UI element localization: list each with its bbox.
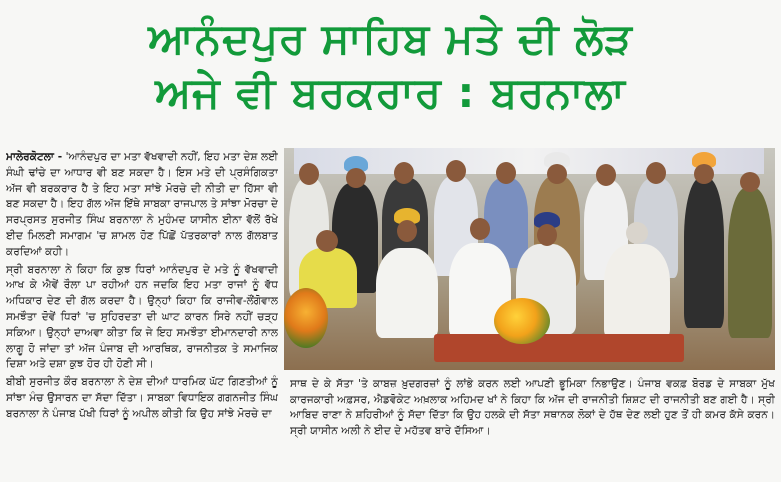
photo-seated-person (604, 244, 670, 339)
photo-person-head (646, 162, 666, 184)
headline-line-1: ਆਨੰਦਪੁਰ ਸਾਹਿਬ ਮਤੇ ਦੀ ਲੋੜ (148, 14, 633, 63)
photo-person-head (446, 160, 466, 182)
photo-person-head (470, 218, 490, 240)
photo-person (728, 188, 772, 338)
article-text: 'ਆਨੰਦਪੁਰ ਦਾ ਮਤਾ ਵੱਖਵਾਦੀ ਨਹੀਂ, ਇਹ ਮਤਾ ਦੇਸ਼ ਲਈ ਸੰਘੀ ਢਾਂਚੇ ਦਾ ਆਧਾਰ ਵੀ ਬਣ ਸਕਦਾ ਹੈ। ਇਸ ਮਤੇ ਦੀ ਪ੍ਰਸੰਗਿਕਤਾ ਅੱਜ ਵੀ ਬਰਕਰਾਰ ਹੈ ਤੇ ਇਹ ਮਤਾ ਸਾਂਝੇ ਮੋਰਚੇ ਦੀ ਨੀਤੀ ਦਾ ਹਿੱਸਾ ਵੀ ਬਣ ਸਕਦਾ ਹੈ। ਇਹ ਗੱਲ ਅੱਜ ਇੱਥੇ ਸਾਬਕਾ ਰਾਜਪਾਲ ਤੇ ਸਾਂਝਾ ਮੋਰਚਾ ਦੇ ਸਰਪ੍ਰਸਤ ਸੁਰਜੀਤ ਸਿੰਘ ਬਰਨਾਲਾ ਨੇ ਮੁਹੰਮਦ ਯਾਸੀਨ ਈਨਾ ਵੱਲੋਂ ਰੱਖੇ ਈਦ ਮਿਲਣੀ ਸਮਾਗਮ 'ਚ ਸ਼ਾਮਲ ਹੋਣ ਪਿੱਛੋਂ ਪੱਤਰਕਾਰਾਂ ਨਾਲ ਗੱਲਬਾਤ ਕਰਦਿਆਂ ਕਹੀ। (6, 151, 278, 258)
photo-person-head (537, 224, 557, 246)
article-paragraph: ਸ੍ਰੀ ਬਰਨਾਲਾ ਨੇ ਕਿਹਾ ਕਿ ਕੁਝ ਧਿਰਾਂ ਆਨੰਦਪੁਰ ਦੇ ਮਤੇ ਨੂੰ ਵੱਖਵਾਦੀ ਆਖ ਕੇ ਐਵੇਂ ਰੌਲਾ ਪਾ ਰਹੀਆਂ ਹਨ ਜਦਕਿ ਇਹ ਮਤਾ ਰਾਜਾਂ ਨੂੰ ਵੱਧ ਅਧਿਕਾਰ ਦੇਣ ਦੀ ਗੱਲ ਕਰਦਾ ਹੈ। ਉਨ੍ਹਾਂ ਕਿਹਾ ਕਿ ਰਾਜੀਵ-ਲੌਂਗੋਵਾਲ ਸਮਝੌਤਾ ਦੋਵੇਂ ਧਿਰਾਂ 'ਚ ਸੁਹਿਰਦਤਾ ਦੀ ਘਾਟ ਕਾਰਨ ਸਿਰੇ ਨਹੀਂ ਚੜ੍ਹ ਸਕਿਆ। ਉਨ੍ਹਾਂ ਦਾਅਵਾ ਕੀਤਾ ਕਿ ਜੇ ਇਹ ਸਮਝੌਤਾ ਈਮਾਨਦਾਰੀ ਨਾਲ ਲਾਗੂ ਹੋ ਜਾਂਦਾ ਤਾਂ ਅੱਜ ਪੰਜਾਬ ਦੀ ਆਰਥਿਕ, ਰਾਜਨੀਤਕ ਤੇ ਸਮਾਜਿਕ ਦਿਸ਼ਾ ਅਤੇ ਦਸ਼ਾ ਕੁਝ ਹੋਰ ਹੀ ਹੋਣੀ ਸੀ। (6, 263, 278, 371)
photo-table (434, 334, 684, 362)
photo-person-head (394, 162, 414, 184)
photo-person-head (694, 164, 714, 184)
dateline: ਮਾਲੇਰਕੋਟਲਾ - (6, 151, 63, 163)
headline (0, 0, 781, 125)
article-paragraph: ਸਾਥ ਦੇ ਕੇ ਸੱਤਾ 'ਤੇ ਕਾਬਜ਼ ਖ਼ੁਦਗਰਜ਼ਾਂ ਨੂੰ ਲਾਂਭੇ ਕਰਨ ਲਈ ਆਪਣੀ ਭੂਮਿਕਾ ਨਿਭਾਉਣ। ਪੰਜਾਬ ਵਕਫ਼ ਬੋਰਡ ਦੇ ਸਾਬਕਾ ਮੁੱਖ ਕਾਰਜਕਾਰੀ ਅਫ਼ਸਰ, ਐਡਵੋਕੇਟ ਅਖ਼ਲਾਕ ਅਹਿਮਦ ਖਾਂ ਨੇ ਕਿਹਾ ਕਿ ਅੱਜ ਦੀ ਰਾਜਨੀਤੀ ਸ਼ਿਸ਼ਟ ਦੀ ਰਾਜਨੀਤੀ ਬਣ ਗਈ ਹੈ। ਸ੍ਰੀ ਆਬਿਦ ਰਾਣਾ ਨੇ ਸ਼ਹਿਰੀਆਂ ਨੂੰ ਸੱਦਾ ਦਿੱਤਾ ਕਿ ਉਹ ਹਲਕੇ ਦੀ ਸੱਤਾ ਸਥਾਨਕ ਲੋਕਾਂ ਦੇ ਹੱਥ ਦੇਣ ਲਈ ਹੁਣ ਤੋਂ ਹੀ ਕਮਰ ਕੱਸੇ ਕਰਨ। ਸ੍ਰੀ ਯਾਸੀਨ ਅਲੀ ਨੇ ਈਦ ਦੇ ਮਹੱਤਵ ਬਾਰੇ ਦੱਸਿਆ। (290, 378, 775, 437)
news-photo (284, 148, 775, 370)
flower-bouquet (494, 298, 550, 344)
photo-person-head (346, 168, 366, 188)
photo-person-head (496, 162, 516, 184)
photo-seated-person (376, 248, 438, 338)
article-paragraph: ਬੀਬੀ ਸੁਰਜੀਤ ਕੌਰ ਬਰਨਾਲਾ ਨੇ ਦੇਸ਼ ਦੀਆਂ ਧਾਰਮਿਕ ਘੱਟ ਗਿਣਤੀਆਂ ਨੂੰ ਸਾਂਝਾ ਮੰਚ ਉਸਾਰਨ ਦਾ ਸੱਦਾ ਦਿੱਤਾ। ਸਾਬਕਾ ਵਿਧਾਇਕ ਗਗਨਜੀਤ ਸਿੰਘ ਬਰਨਾਲਾ ਨੇ ਪੰਜਾਬ ਪੱਖੀ ਧਿਰਾਂ ਨੂੰ ਅਪੀਲ ਕੀਤੀ ਕਿ ਉਹ ਸਾਂਝੇ ਮੋਰਚੇ ਦਾ (6, 376, 278, 420)
photo-person-head (316, 230, 338, 252)
flower-arrangement (284, 288, 328, 348)
article-paragraph (6, 150, 278, 261)
headline-line-2: ਅਜੇ ਵੀ ਬਰਕਰਾਰ : ਬਰਨਾਲਾ (155, 68, 626, 117)
photo-person-head (299, 163, 319, 185)
article-column-left (6, 150, 278, 480)
article-column-bottom (290, 377, 775, 477)
photo-person-head (626, 222, 648, 244)
photo-person-head (397, 220, 417, 242)
photo-person-head (740, 172, 760, 192)
photo-person-head (547, 164, 567, 184)
photo-person (684, 178, 724, 328)
photo-person-head (596, 164, 616, 186)
